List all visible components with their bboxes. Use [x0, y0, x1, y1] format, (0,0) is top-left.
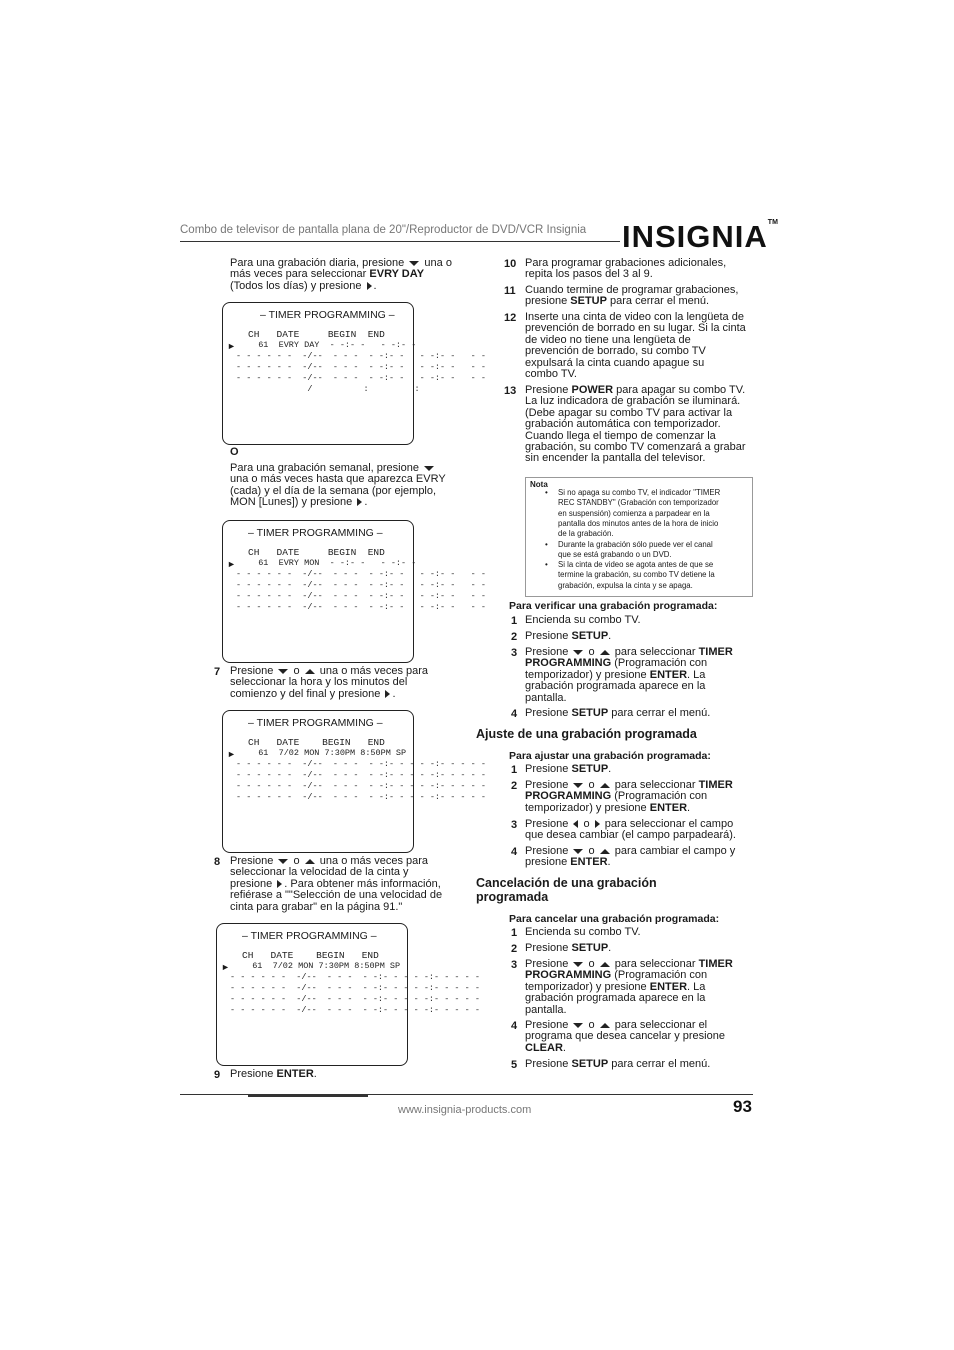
screen-row: - - - - - - -/-- - - - - -:- - - - -:- - - - - [236, 792, 486, 802]
verify-step-1: Encienda su combo TV. [525, 614, 641, 626]
up-arrow-icon [305, 859, 315, 864]
screen-row: - - - - - - -/-- - - - - -:- - - -:- - - - [236, 591, 486, 601]
step-9: Presione ENTER. [230, 1068, 317, 1080]
step-number: 1 [511, 764, 518, 776]
up-arrow-icon [600, 1023, 610, 1028]
adjust-title: Para ajustar una grabación programada: [509, 750, 711, 762]
screen-row: - - - - - - -/-- - - - - -:- - - -:- - - - [236, 580, 486, 590]
down-arrow-icon [278, 669, 288, 674]
step-number: 11 [504, 285, 516, 297]
right-arrow-icon [357, 498, 362, 506]
pointer-icon: ► [221, 962, 230, 972]
down-arrow-icon [278, 859, 288, 864]
insignia-logo: INSIGNIA™ [622, 219, 778, 254]
step-number: 2 [511, 631, 518, 643]
screen-row: / : : [236, 384, 420, 394]
left-arrow-icon [573, 820, 578, 828]
cancel-heading: Cancelación de una grabación programada [476, 876, 657, 904]
up-arrow-icon [305, 669, 315, 674]
up-arrow-icon [600, 962, 610, 967]
cancel-step-5: Presione SETUP para cerrar el menú. [525, 1058, 711, 1070]
step-13: Presione POWER para apagar su combo TV. La luz indicadora de grabación se iluminará. (Debe apagar su combo TV para activar la grabación automática con temporizador. Cuando llega el tiempo de comenzar la grabación, su combo TV comenzará a grabar sin encender la pantalla del televisor. [525, 384, 746, 465]
adjust-step-1: Presione SETUP. [525, 763, 612, 775]
bullet-icon: • [545, 560, 548, 569]
screen-row: - - - - - - -/-- - - - - -:- - - - -:- - - - - [230, 983, 480, 993]
step-7: Presione o una o más veces para seleccionar la hora y los minutos del comienzo y del final y presione . [230, 665, 429, 700]
screen-title: – TIMER PROGRAMMING – [242, 930, 377, 942]
step-number: 4 [511, 1020, 518, 1032]
bullet-icon: • [545, 540, 548, 549]
screen-row: - - - - - - -/-- - - - - -:- - - -:- - - - [236, 362, 486, 372]
screen-row: 61 EVRY MON - -:- - - -:- - [248, 558, 417, 568]
adjust-step-4: Presione o para cambiar el campo y presione ENTER. [525, 845, 736, 869]
adjust-step-2: Presione o para seleccionar TIMER PROGRAMMING (Programación con temporizador) y presione ENTER. [525, 779, 733, 814]
note-item: Durante la grabación sólo puede ver el canal que se está grabando o un DVD. [558, 540, 713, 560]
screen-row: - - - - - - -/-- - - - - -:- - - - -:- - - - - [230, 1005, 480, 1015]
verify-step-3: Presione o para seleccionar TIMER PROGRAMMING (Programación con temporizador) y presione ENTER. La grabación programada aparece en la pantalla. [525, 646, 733, 704]
screen-row: 61 7/02 MON 7:30PM 8:50PM SP [242, 961, 401, 971]
screen-row: - - - - - - -/-- - - - - -:- - - - -:- - - - - [236, 759, 486, 769]
intro-daily: Para una grabación diaria, presione una o más veces para seleccionar EVRY DAY (Todos los días) y presione . [230, 257, 452, 292]
verify-step-4: Presione SETUP para cerrar el menú. [525, 707, 711, 719]
step-12: Inserte una cinta de video con la lengüeta de prevención de borrado en su lugar. Si la cinta de video no tiene una lengüeta de prevención de borrado, su combo TV expulsará la cinta cuando apague su combo TV. [525, 311, 746, 381]
cancel-step-4: Presione o para seleccionar el programa que desea cancelar y presione CLEAR. [525, 1019, 725, 1054]
screen-row: 61 EVRY DAY - -:- - - -:- - [248, 340, 417, 350]
step-number: 13 [504, 385, 517, 397]
step-number: 2 [511, 943, 518, 955]
up-arrow-icon [600, 650, 610, 655]
header-title: Combo de televisor de pantalla plana de 20"/Reproductor de DVD/VCR Insignia [180, 224, 587, 236]
step-number: 4 [511, 708, 518, 720]
right-arrow-icon [367, 282, 372, 290]
pointer-icon: ► [227, 749, 236, 759]
note-item: Si la cinta de video se agota antes de que se termine la grabación, su combo TV detiene la grabación, expulsa la cinta y se apaga. [558, 560, 715, 590]
screen-row: - - - - - - -/-- - - - - -:- - - - -:- - - - - [230, 994, 480, 1004]
down-arrow-icon [424, 466, 434, 471]
or-label: O [230, 446, 239, 458]
step-number: 3 [511, 959, 518, 971]
up-arrow-icon [600, 783, 610, 788]
step-number: 8 [214, 856, 221, 868]
step-8: Presione o una o más veces para seleccionar la velocidad de la cinta y presione . Para obtener más información, refiérase a ""Selección de una velocidad de cinta para grabar" en la página 91." [230, 855, 443, 913]
step-11: Cuando termine de programar grabaciones, presione SETUP para cerrar el menú. [525, 284, 739, 308]
screen-title: – TIMER PROGRAMMING – [248, 717, 383, 729]
verify-step-2: Presione SETUP. [525, 630, 612, 642]
step-number: 3 [511, 647, 518, 659]
step-number: 9 [214, 1069, 221, 1081]
adjust-step-3: Presione o para seleccionar el campo que desea cambiar (el campo parpadeará). [525, 818, 736, 842]
pointer-icon: ► [227, 341, 236, 351]
right-arrow-icon [277, 880, 282, 888]
down-arrow-icon [573, 849, 583, 854]
step-number: 4 [511, 846, 518, 858]
right-arrow-icon [595, 820, 600, 828]
up-arrow-icon [600, 849, 610, 854]
step-10: Para programar grabaciones adicionales, repita los pasos del 3 al 9. [525, 257, 727, 281]
screen-row: - - - - - - -/-- - - - - -:- - - - -:- - - - - [236, 770, 486, 780]
step-number: 10 [504, 258, 517, 270]
pointer-icon: ► [227, 559, 236, 569]
page-number: 93 [733, 1097, 752, 1116]
screen-row: - - - - - - -/-- - - - - -:- - - -:- - - - [236, 602, 486, 612]
screen-row: - - - - - - -/-- - - - - -:- - - - -:- - - - - [230, 972, 480, 982]
cancel-step-1: Encienda su combo TV. [525, 926, 641, 938]
screen-row: - - - - - - -/-- - - - - -:- - - -:- - - - [236, 351, 486, 361]
down-arrow-icon [573, 650, 583, 655]
step-number: 1 [511, 615, 518, 627]
note-item: Si no apaga su combo TV, el indicador "TIMER REC STANDBY" (Grabación con temporizador en suspensión) comienza a parpadear en la pantalla dos minutos antes de la hora de inicio de la grabación. [558, 488, 721, 539]
screen-title: – TIMER PROGRAMMING – [260, 309, 395, 321]
screen-header-row: CH DATE BEGIN END [242, 950, 379, 961]
screen-title: – TIMER PROGRAMMING – [248, 527, 383, 539]
screen-row: - - - - - - -/-- - - - - -:- - - -:- - - - [236, 569, 486, 579]
step-number: 1 [511, 927, 518, 939]
down-arrow-icon [573, 1023, 583, 1028]
bullet-icon: • [545, 488, 548, 497]
right-arrow-icon [385, 690, 390, 698]
note-title: Nota [530, 480, 548, 489]
footer-rule-accent [248, 1095, 368, 1097]
cancel-step-2: Presione SETUP. [525, 942, 612, 954]
verify-title: Para verificar una grabación programada: [509, 600, 718, 612]
intro-weekly: Para una grabación semanal, presione una o más veces hasta que aparezca EVRY (cada) y el día de la semana (por ejemplo, MON [Lunes]) y presione . [230, 462, 446, 509]
adjust-heading: Ajuste de una grabación programada [476, 727, 697, 741]
screen-header-row: CH DATE BEGIN END [248, 737, 385, 748]
cancel-step-3: Presione o para seleccionar TIMER PROGRAMMING (Programación con temporizador) y presione ENTER. La grabación programada aparece en la pantalla. [525, 958, 733, 1016]
header-rule [180, 241, 620, 242]
screen-row: - - - - - - -/-- - - - - -:- - - - -:- - - - - [236, 781, 486, 791]
footer-url: www.insignia-products.com [398, 1104, 532, 1116]
step-number: 3 [511, 819, 518, 831]
down-arrow-icon [573, 962, 583, 967]
cancel-title: Para cancelar una grabación programada: [509, 913, 720, 925]
step-number: 2 [511, 780, 518, 792]
screen-header-row: CH DATE BEGIN END [248, 329, 385, 340]
screen-row: 61 7/02 MON 7:30PM 8:50PM SP [248, 748, 407, 758]
screen-row: - - - - - - -/-- - - - - -:- - - -:- - - - [236, 373, 486, 383]
step-number: 12 [504, 312, 517, 324]
screen-header-row: CH DATE BEGIN END [248, 547, 385, 558]
step-number: 7 [214, 666, 221, 678]
step-number: 5 [511, 1059, 518, 1071]
down-arrow-icon [409, 261, 419, 266]
down-arrow-icon [573, 783, 583, 788]
